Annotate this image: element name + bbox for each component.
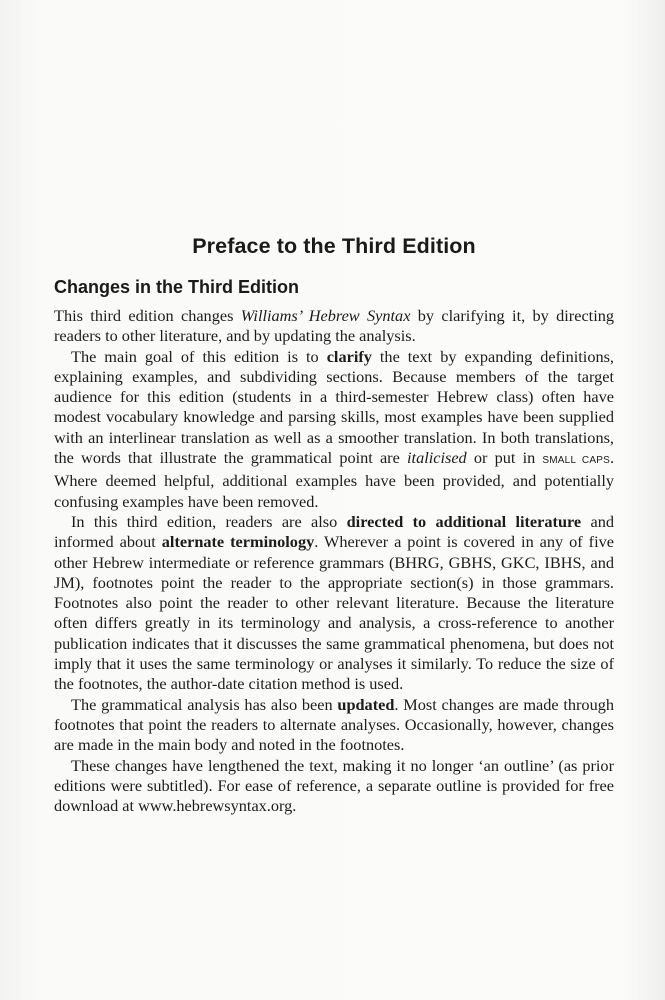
p3-bold-literature: directed to additional literature <box>346 511 582 531</box>
p2-text-a: The main goal of this edition is to <box>71 346 327 366</box>
p1-italic-book-title: Williams’ Hebrew Syntax <box>240 306 411 325</box>
p2-text-c: or put in <box>466 448 543 468</box>
p3-text-b: and informed about <box>54 511 615 552</box>
paragraph-5 <box>54 756 614 817</box>
p3-text-a: In this third edition, readers are also <box>71 511 347 531</box>
p4-text-a: The grammatical analysis has also been <box>71 694 338 714</box>
p3-bold-terminology: alternate terminology <box>161 532 315 552</box>
p1-text-b: by clarifying it, by directing readers to other literature, and by updating the analysis. <box>54 306 615 346</box>
p5-text-a: These changes have lengthened the text, making it no longer ‘an outline’ (as prior editions were subtitled). For ease of reference, a separate outline is provided for free download at www.hebrewsyntax.org. <box>54 755 614 816</box>
p2-italic-italicised: italicised <box>407 448 467 468</box>
p3-text-c: . Wherever a point is covered in any of five other Hebrew intermediate or reference grammars (BHRG, GBHS, GKC, IBHS, and JM), footnotes point the reader to the appropriate section(s) in those grammars. Footnotes also point the reader to other relevant literature. Because the literature often differs greatly in its terminology and analysis, a cross-reference to another publication indicates that it discusses the same grammatical phenomena, but does not imply that it uses the same terminology or analyses it similarly. To reduce the size of the footnotes, the author-date citation method is used. <box>54 532 614 694</box>
p4-bold-updated: updated <box>337 694 395 714</box>
p2-text-d: . Where deemed helpful, additional examples have been provided, and potentially confusing examples have been removed. <box>54 448 615 511</box>
page-title: Preface to the Third Edition <box>192 234 476 258</box>
p1-text-a: This third edition changes <box>54 306 241 325</box>
paragraph-1 <box>54 306 614 347</box>
p2-small-caps: SMALL CAPS <box>542 455 610 467</box>
p2-text-b: the text by expanding definitions, explaining examples, and subdividing sections. Because members of the target audience for this edition (students in a third-semester Hebrew class) often have modest vocabulary knowledge and parsing skills, most examples have been supplied with an interlinear translation as well as a smoother translation. In both translations, the words that illustrate the grammatical point are <box>54 346 615 468</box>
paragraph-3 <box>54 512 614 695</box>
p2-bold-clarify: clarify <box>326 346 372 366</box>
paragraph-2 <box>54 347 614 512</box>
section-heading: Changes in the Third Edition <box>54 277 299 297</box>
paragraph-4 <box>54 695 614 756</box>
page-content <box>54 234 614 816</box>
p4-text-b: . Most changes are made through footnotes that point the readers to alternate analyses. Occasionally, however, changes are made in the main body and noted in the footnotes. <box>54 694 614 755</box>
